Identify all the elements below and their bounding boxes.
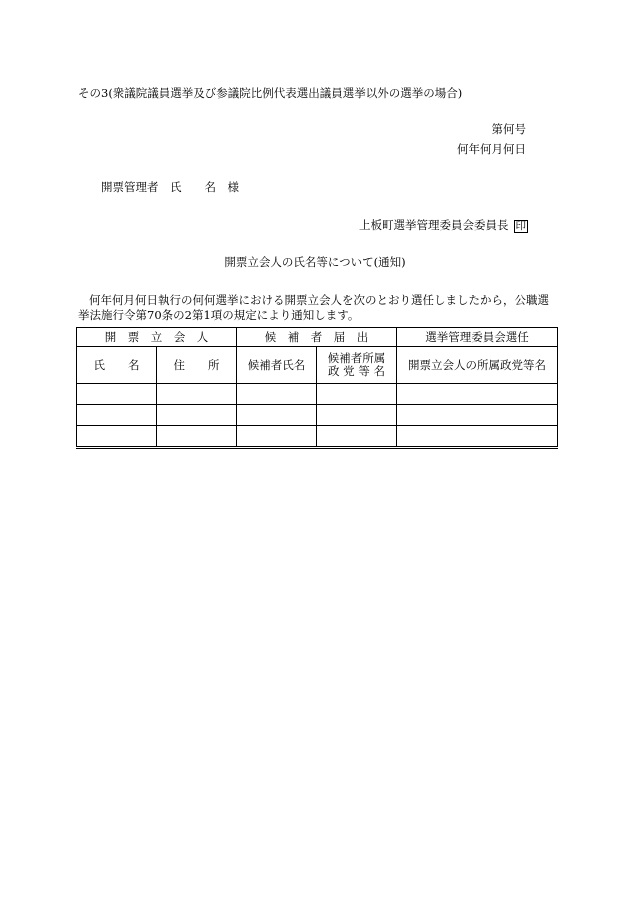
appointment-table [76, 327, 558, 449]
table-cell [237, 426, 317, 448]
table-group-header-row [77, 328, 558, 347]
sender-line [359, 218, 528, 233]
table-cell [77, 384, 157, 405]
form-label: その3(衆議院議員選挙及び参議院比例代表選出議員選挙以外の選挙の場合) [78, 86, 463, 100]
column-header-observer-party: 開票立会人の所属政党等名 [397, 347, 558, 384]
group-header-candidate-notification: 候 補 者 届 出 [237, 328, 397, 347]
table-cell [157, 384, 237, 405]
column-header-name: 氏 名 [77, 347, 157, 384]
table-row [77, 405, 558, 426]
table-cell [77, 405, 157, 426]
addressee: 開票管理者 氏 名 様 [101, 180, 239, 194]
table-cell [157, 405, 237, 426]
document-date: 何年何月何日 [457, 142, 526, 156]
table-cell [397, 405, 558, 426]
table-cell [157, 426, 237, 448]
table-cell [317, 426, 397, 448]
group-header-committee-appointment: 選挙管理委員会選任 [397, 328, 558, 347]
table-cell [237, 384, 317, 405]
seal-mark: 印 [515, 220, 526, 232]
table-cell [397, 384, 558, 405]
column-header-candidate-party [317, 347, 397, 384]
column-header-address: 住 所 [157, 347, 237, 384]
table-cell [77, 426, 157, 448]
column-header-candidate-party-line2: 政 党 等 名 [328, 364, 385, 378]
table-column-header-row [77, 347, 558, 384]
group-header-observers: 開 票 立 会 人 [77, 328, 237, 347]
column-header-candidate-name: 候補者氏名 [237, 347, 317, 384]
sender-title: 上板町選挙管理委員会委員長 [359, 218, 509, 232]
table-cell [397, 426, 558, 448]
subject-title: 開票立会人の氏名等について(通知) [224, 255, 406, 269]
body-paragraph: 何年何月何日執行の何何選挙における開票立会人を次のとおり選任しましたから，公職選挙法施行令第70条の2第1項の規定により通知します。 [78, 293, 549, 322]
document-number: 第何号 [491, 122, 526, 136]
column-header-candidate-party-line1: 候補者所属 [327, 351, 386, 365]
table-row [77, 426, 558, 448]
table-cell [317, 405, 397, 426]
table-row [77, 384, 558, 405]
table-cell [237, 405, 317, 426]
table-cell [317, 384, 397, 405]
